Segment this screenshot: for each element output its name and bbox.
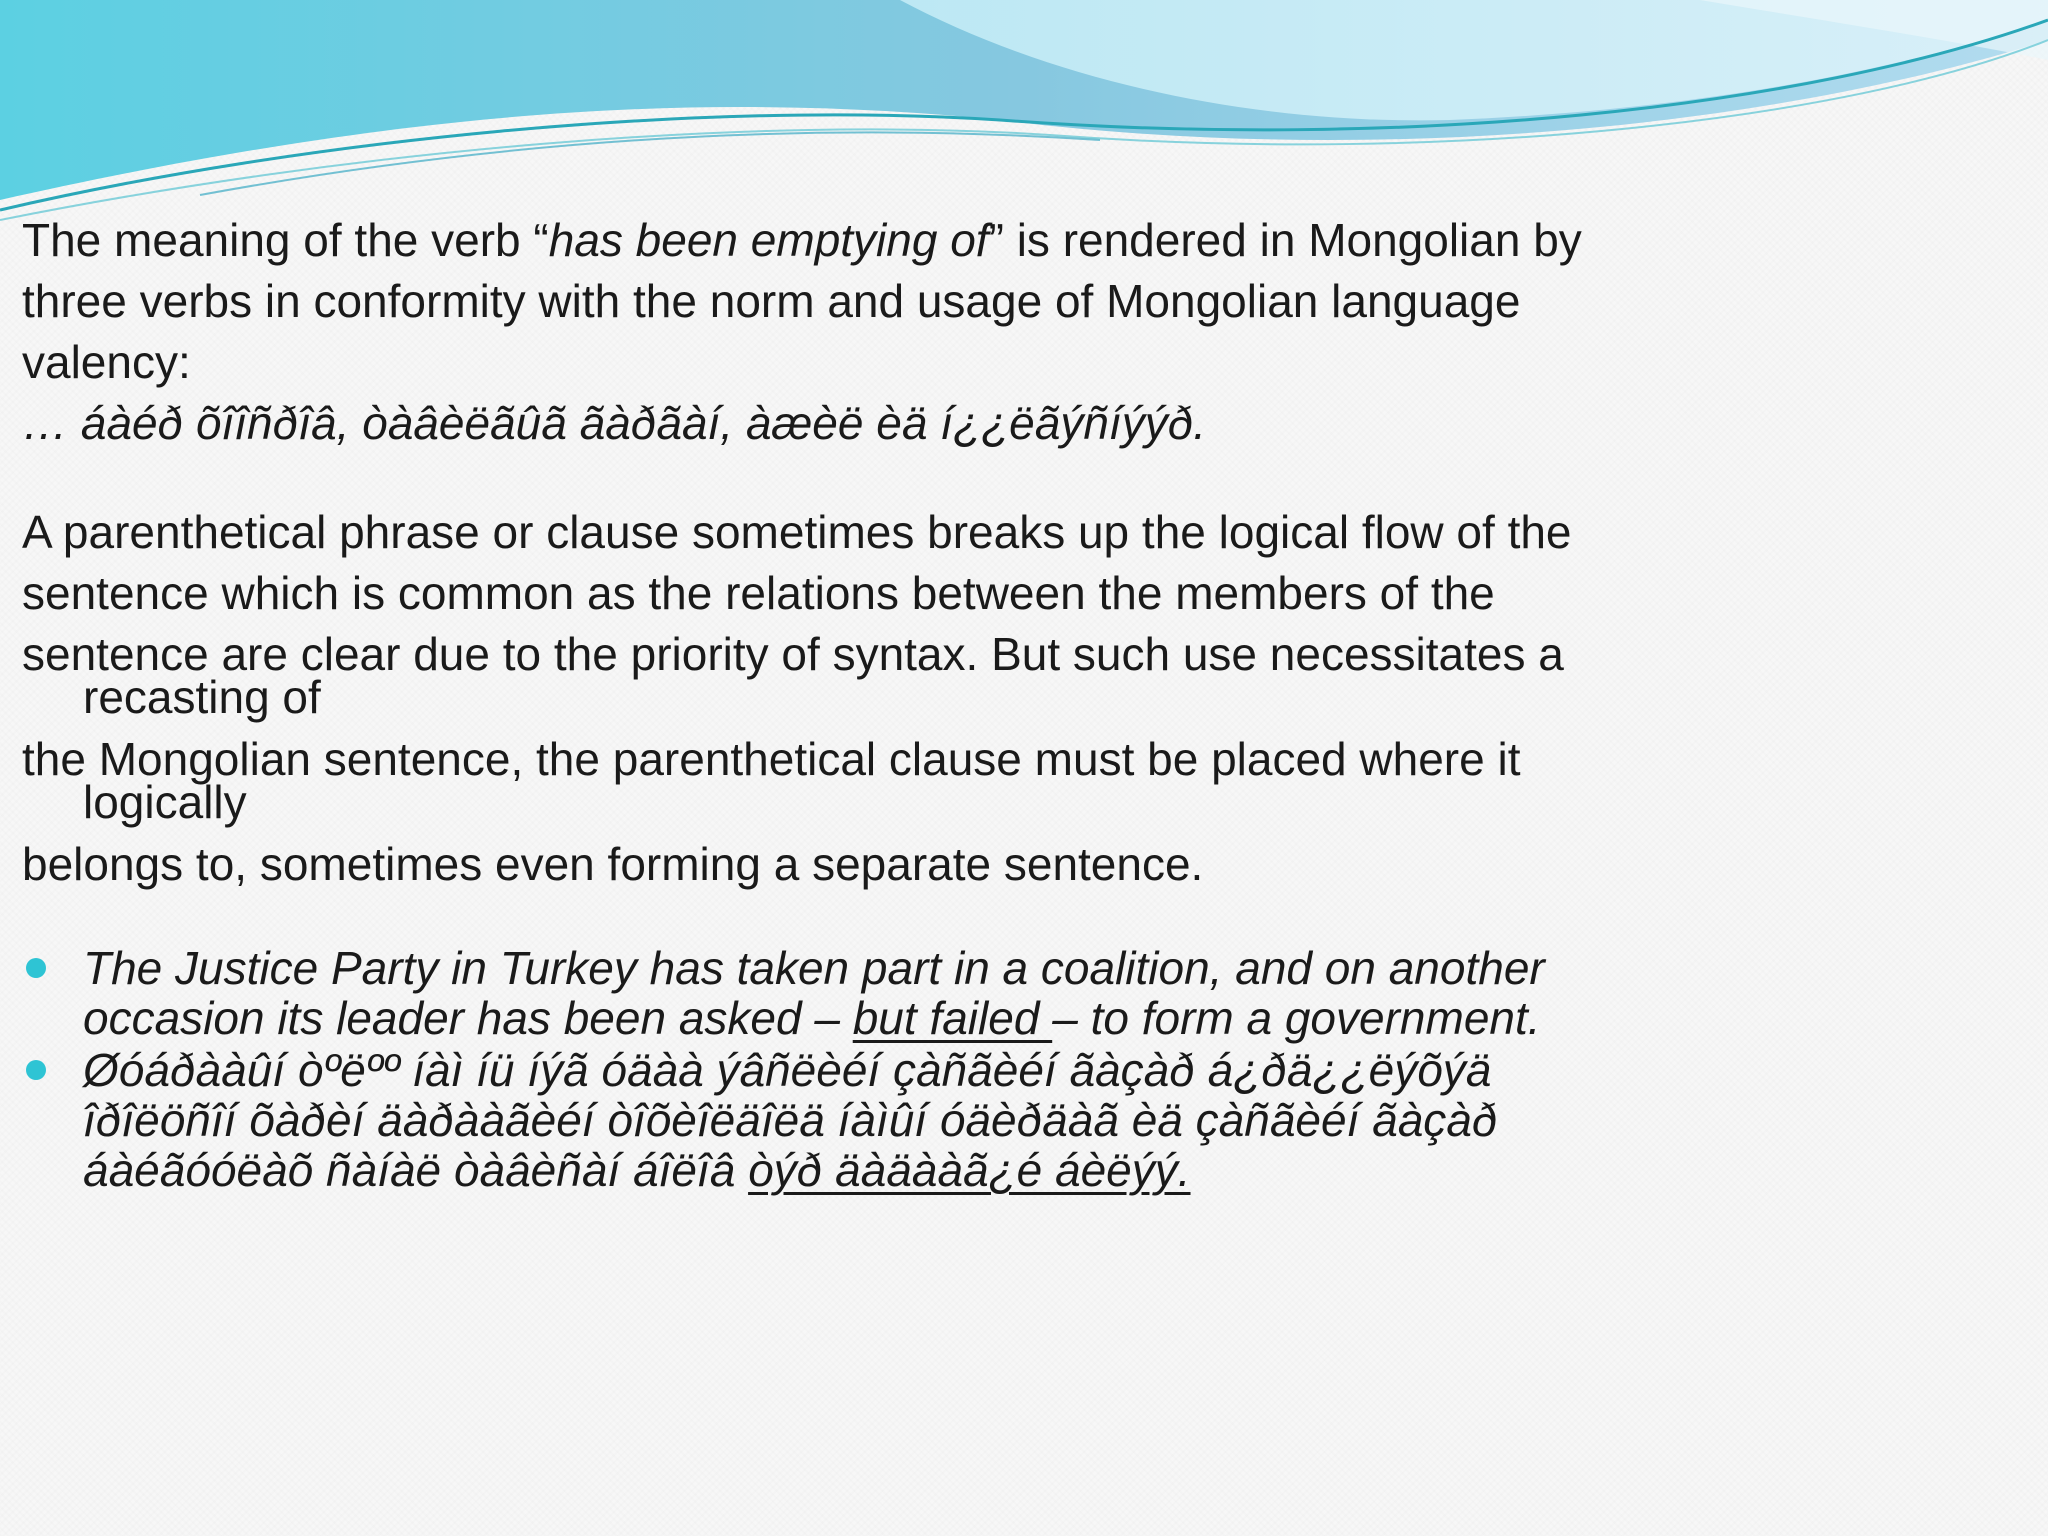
bullet-2-line-1: Øóáðààûí òºëºº íàì íü íýã óäàà ýâñëèéí çàñãèéí ãàçàð á¿ðä¿¿ëýõýä	[83, 1044, 1492, 1096]
bullet-1-line-1: The Justice Party in Turkey has taken part in a coalition, and on another	[83, 942, 1545, 994]
spacer	[22, 454, 1982, 502]
para2-line-5: belongs to, sometimes even forming a separate sentence.	[22, 838, 1204, 890]
text-span: occasion its leader has been asked –	[83, 992, 853, 1044]
bullet-2-line-3	[83, 1145, 1982, 1195]
text-span: The meaning of the verb “	[22, 214, 549, 266]
text-span: áàéãóóëàõ ñàíàë òàâèñàí áîëîâ	[83, 1144, 749, 1196]
bullet-2-line-2: îðîëöñîí õàðèí äàðààãèéí òîõèîëäîëä íàìûí óäèðäàã èä çàñãèéí ãàçàð	[83, 1094, 1498, 1146]
bullet-dot-icon	[26, 1060, 46, 1080]
decorative-wave-header	[0, 0, 2048, 240]
bullet-1-line-2	[83, 993, 1982, 1043]
text-span: – to form a government.	[1052, 992, 1541, 1044]
slide-content	[22, 210, 1982, 1197]
para2-line-2: sentence which is common as the relations between the members of the	[22, 567, 1495, 619]
para1-line-2: three verbs in conformity with the norm and usage of Mongolian language	[22, 275, 1521, 327]
verb-phrase-italic: has been emptying of	[548, 214, 989, 266]
para2-line-4: the Mongolian sentence, the parenthetical clause must be placed where it	[22, 733, 1521, 785]
mongolian-translation-1: … áàéð õîîñðîâ, òàâèëãûã ãàðãàí, àæèë èä í¿¿ëãýñíýýð.	[22, 397, 1207, 449]
bullet-dot-icon	[26, 958, 46, 978]
list-item	[22, 1045, 1982, 1195]
spacer	[22, 895, 1982, 943]
para1-line-1	[22, 210, 1982, 271]
para2-line-3: sentence are clear due to the priority of syntax. But such use necessitates a	[22, 628, 1564, 680]
list-item	[22, 943, 1982, 1043]
example-bullet-list	[22, 943, 1982, 1195]
para1-line-3: valency:	[22, 336, 191, 388]
para2-line-3-continuation: recasting of	[83, 671, 321, 723]
text-span: ” is rendered in Mongolian by	[988, 214, 1582, 266]
underlined-phrase: òýð äàäààã¿é áèëýý.	[748, 1144, 1191, 1196]
para2-line-4-continuation: logically	[83, 776, 247, 828]
para2-line-1: A parenthetical phrase or clause sometimes breaks up the logical flow of the	[22, 506, 1572, 558]
underlined-phrase: but failed	[852, 992, 1053, 1044]
